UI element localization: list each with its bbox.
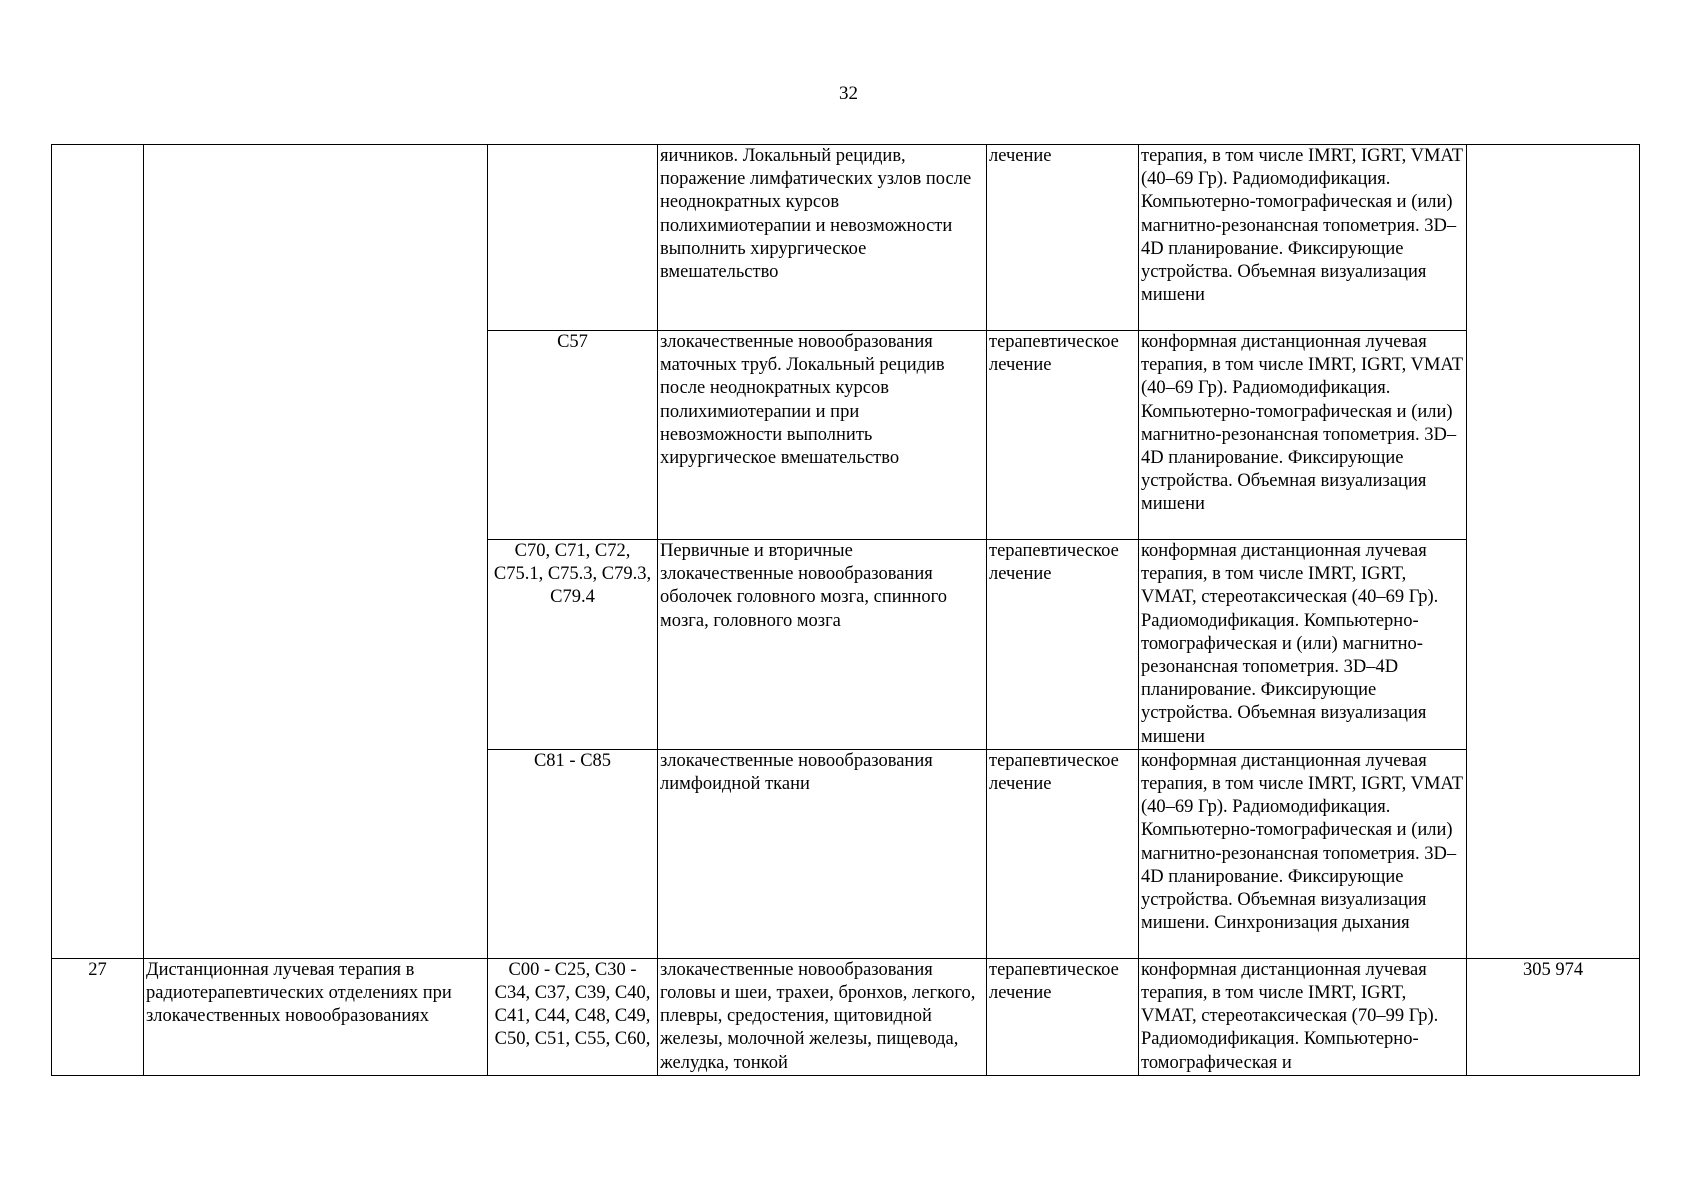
page-number: 32: [839, 83, 858, 104]
diagnosis-cell: злокачественные новообразования лимфоидной ткани: [658, 749, 987, 958]
treatment-type-cell: терапевтическое лечение: [987, 958, 1139, 1075]
treatment-method-cell: конформная дистанционная лучевая терапия, в том числе IMRT, IGRT, VMAT, стереотаксическая (40–69 Гр). Радиомодификация. Компьютерно-томографическая и (или) магнитно-резонансная топометрия. 3D–4D планирование. Фиксирующие устройства. Объемная визуализация мишени: [1139, 540, 1467, 750]
treatment-type-cell: терапевтическое лечение: [987, 749, 1139, 958]
treatment-method-cell: конформная дистанционная лучевая терапия, в том числе IMRT, IGRT, VMAT, стереотаксическая (70–99 Гр). Радиомодификация. Компьютерно-томографическая и: [1139, 958, 1467, 1075]
treatment-method-cell: терапия, в том числе IMRT, IGRT, VMAT (40–69 Гр). Радиомодификация. Компьютерно-томографическая и (или) магнитно-резонансная топометрия. 3D–4D планирование. Фиксирующие устройства. Объемная визуализация мишени: [1139, 145, 1467, 331]
icd-codes-cell: [488, 145, 658, 331]
row-number-cell: [52, 145, 144, 959]
diagnosis-cell: Первичные и вторичные злокачественные новообразования оболочек головного мозга, спинного мозга, головного мозга: [658, 540, 987, 750]
icd-codes-cell: C81 - C85: [488, 749, 658, 958]
diagnosis-cell: злокачественные новообразования головы и шеи, трахеи, бронхов, легкого, плевры, средостения, щитовидной железы, молочной железы, пищевода, желудка, тонкой: [658, 958, 987, 1075]
cost-cell: 305 974: [1467, 958, 1640, 1075]
diagnosis-cell: яичников. Локальный рецидив, поражение лимфатических узлов после неоднократных курсов полихимиотерапии и невозможности выполнить хирургическое вмешательство: [658, 145, 987, 331]
treatment-method-cell: конформная дистанционная лучевая терапия, в том числе IMRT, IGRT, VMAT (40–69 Гр). Радиомодификация. Компьютерно-томографическая и (или) магнитно-резонансная топометрия. 3D–4D планирование. Фиксирующие устройства. Объемная визуализация мишени: [1139, 331, 1467, 540]
procedure-name-cell: Дистанционная лучевая терапия в радиотерапевтических отделениях при злокачественных новообразованиях: [144, 958, 488, 1075]
row-number-cell: 27: [52, 958, 144, 1075]
treatment-type-cell: терапевтическое лечение: [987, 331, 1139, 540]
table-row: [52, 958, 1640, 1075]
icd-codes-cell: C57: [488, 331, 658, 540]
treatment-type-cell: лечение: [987, 145, 1139, 331]
treatment-method-cell: конформная дистанционная лучевая терапия, в том числе IMRT, IGRT, VMAT (40–69 Гр). Радиомодификация. Компьютерно-томографическая и (или) магнитно-резонансная топометрия. 3D–4D планирование. Фиксирующие устройства. Объемная визуализация мишени. Синхронизация дыхания: [1139, 749, 1467, 958]
icd-codes-cell: C00 - C25, C30 - C34, C37, C39, C40, C41, C44, C48, C49, C50, C51, C55, C60,: [488, 958, 658, 1075]
cost-cell: [1467, 145, 1640, 959]
table-row: [52, 145, 1640, 331]
diagnosis-cell: злокачественные новообразования маточных труб. Локальный рецидив после неоднократных курсов полихимиотерапии и при невозможности выполнить хирургическое вмешательство: [658, 331, 987, 540]
procedure-name-cell: [144, 145, 488, 959]
icd-codes-cell: C70, C71, C72, C75.1, C75.3, C79.3, C79.4: [488, 540, 658, 750]
treatment-type-cell: терапевтическое лечение: [987, 540, 1139, 750]
procedures-table: [51, 144, 1640, 1076]
